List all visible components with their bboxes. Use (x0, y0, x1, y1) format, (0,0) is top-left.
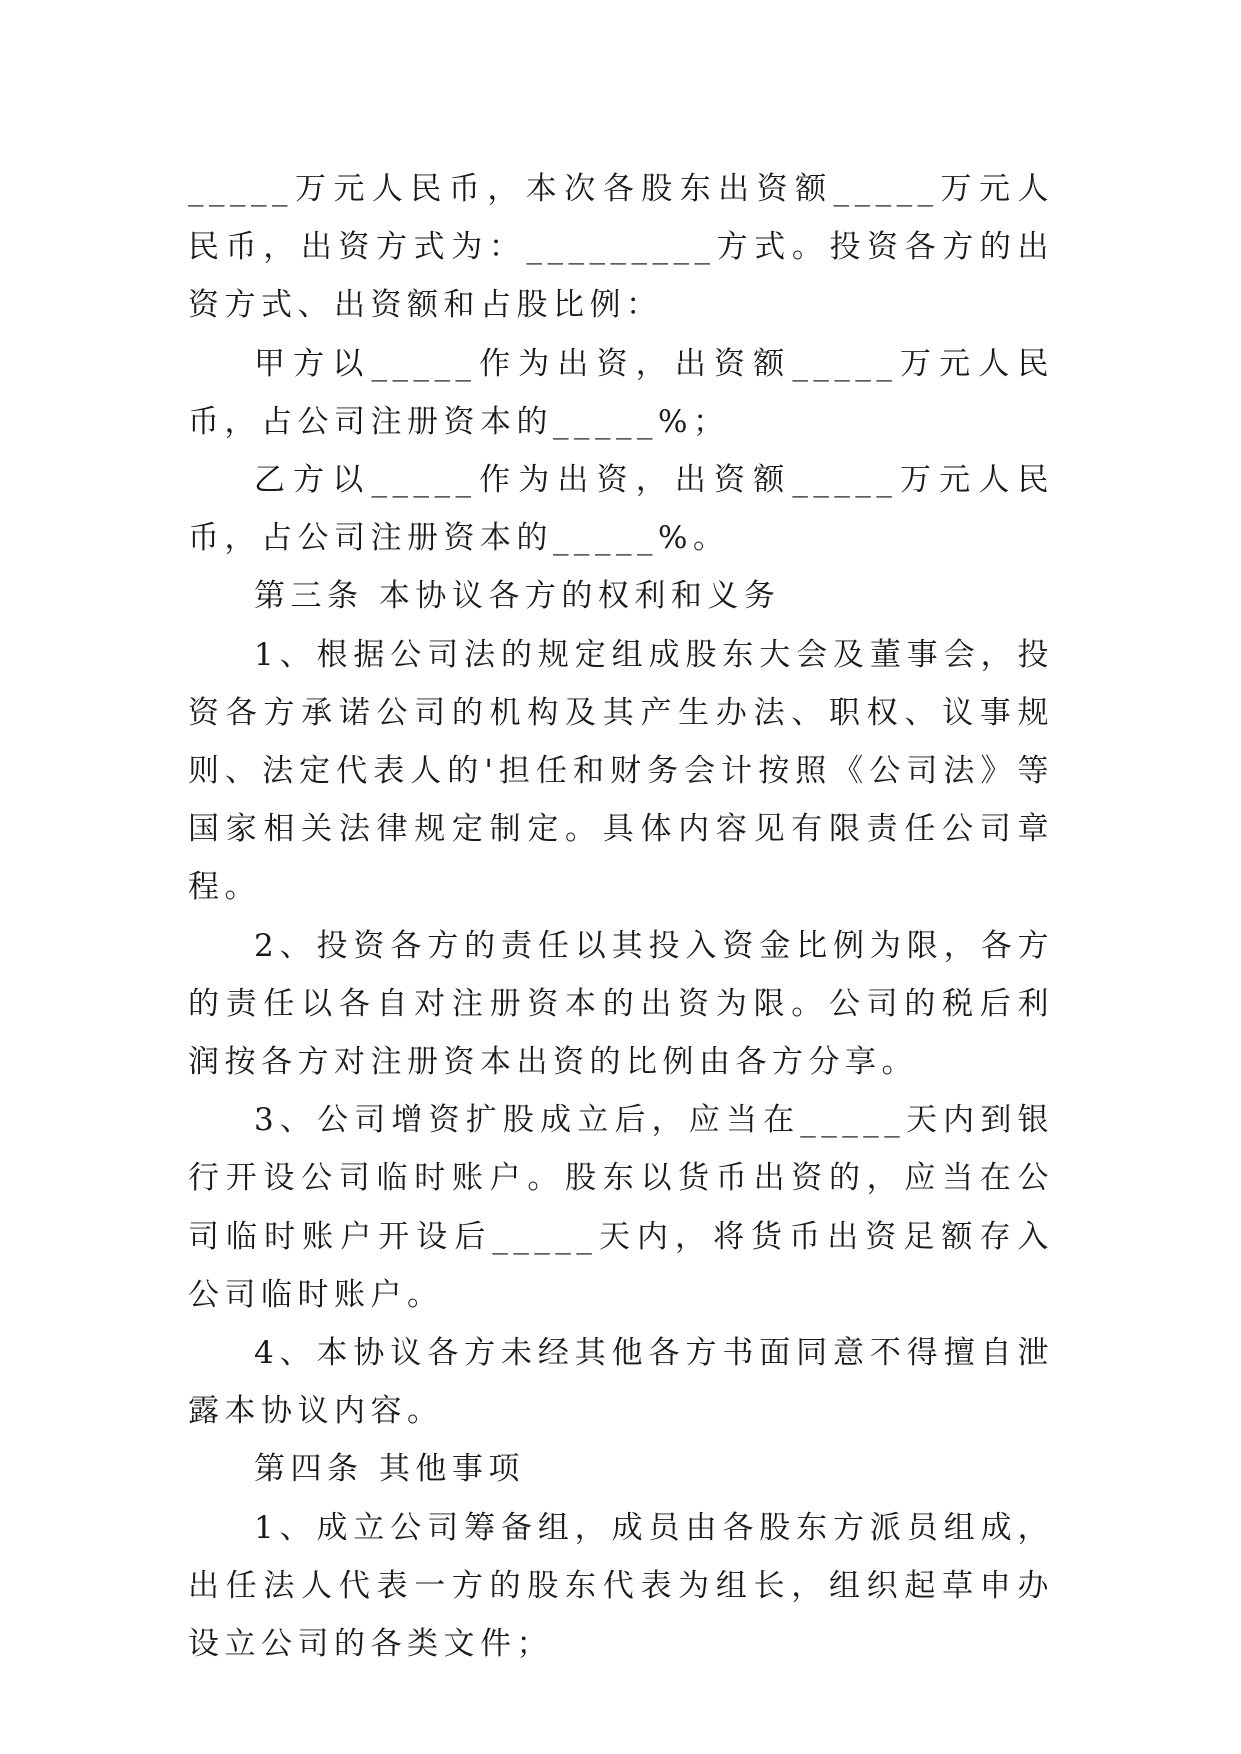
article-3-clause-1: 1、根据公司法的规定组成股东大会及董事会，投资各方承诺公司的机构及其产生办法、职权、议事规则、法定代表人的'担任和财务会计按照《公司法》等国家相关法律规定制定。具体内容见有限责任公司章程。 (188, 636, 1054, 906)
document-page (188, 160, 1054, 1673)
article-3-clause-2: 2、投资各方的责任以其投入资金比例为限，各方的责任以各自对注册资本的出资为限。公司的税后利润按各方对注册资本出资的比例由各方分享。 (188, 927, 1054, 1081)
paragraph-party-b-contribution: 乙方以_____作为出资，出资额_____万元人民币，占公司注册资本的_____%。 (188, 462, 1054, 557)
article-3-clause-3: 3、公司增资扩股成立后，应当在_____天内到银行开设公司临时账户。股东以货币出资的，应当在公司临时账户开设后_____天内，将货币出资足额存入公司临时账户。 (188, 1102, 1054, 1313)
article-3-heading: 第三条 本协议各方的权利和义务 (254, 578, 781, 615)
article-4-heading: 第四条 其他事项 (254, 1451, 525, 1488)
paragraph-capital-total: _____万元人民币，本次各股东出资额_____万元人民币，出资方式为：_________方式。投资各方的出资方式、出资额和占股比例： (188, 171, 1054, 324)
article-4-clause-1: 1、成立公司筹备组，成员由各股东方派员组成，出任法人代表一方的股东代表为组长，组织起草申办设立公司的各类文件； (188, 1509, 1054, 1663)
article-3-clause-4: 4、本协议各方未经其他各方书面同意不得擅自泄露本协议内容。 (188, 1335, 1054, 1430)
paragraph-party-a-contribution: 甲方以_____作为出资，出资额_____万元人民币，占公司注册资本的_____%； (188, 345, 1054, 440)
